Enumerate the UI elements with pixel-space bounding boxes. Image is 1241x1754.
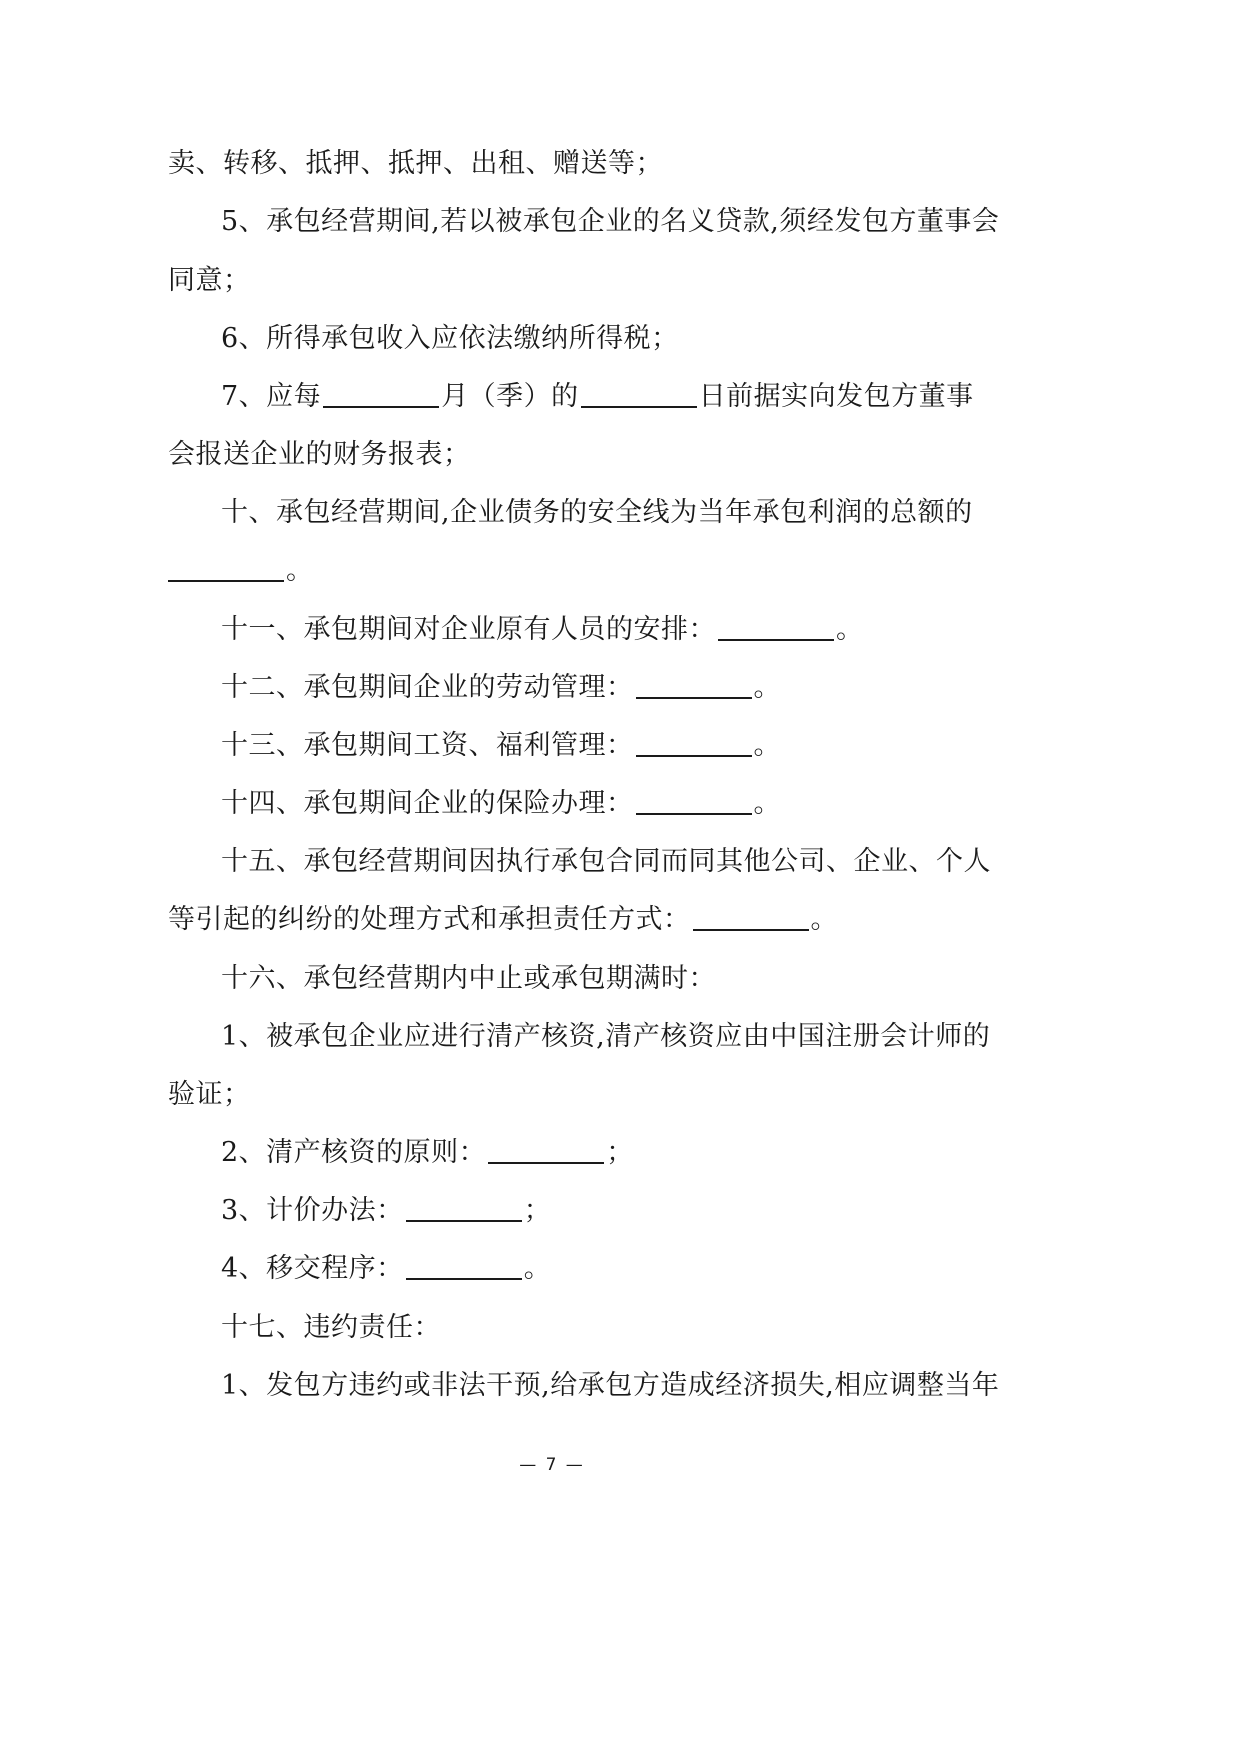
paragraph-text: 。 [753,788,781,819]
paragraph-text: 十一、承包期间对企业原有人员的安排： [221,614,716,645]
fill-in-blank[interactable] [168,556,284,582]
paragraph-line [221,729,781,763]
fill-in-blank[interactable] [636,789,752,815]
paragraph-text: 。 [753,730,781,761]
paragraph-text: 3、计价办法： [221,1195,404,1226]
paragraph-line: 1、发包方违约或非法干预,给承包方造成经济损失,相应调整当年 [221,1370,1000,1401]
paragraph-text: 十三、承包期间工资、福利管理： [221,730,634,761]
fill-in-blank[interactable] [406,1254,522,1280]
paragraph-line [221,1252,551,1286]
paragraph-text: 十四、承包期间企业的保险办理： [221,788,634,819]
fill-in-blank[interactable] [693,905,809,931]
paragraph-text: 等引起的纠纷的处理方式和承担责任方式： [168,904,691,935]
fill-in-blank[interactable] [581,382,697,408]
paragraph-text: 2、清产核资的原则： [221,1137,487,1168]
paragraph-line: 1、被承包企业应进行清产核资,清产核资应由中国注册会计师的 [221,1021,991,1052]
paragraph-line: 十六、承包经营期内中止或承包期满时： [221,963,716,994]
paragraph-line: 验证； [168,1079,251,1110]
paragraph-line: 十七、违约责任： [221,1312,441,1343]
paragraph-line: 同意； [168,265,251,296]
paragraph-text: 。 [836,614,864,645]
paragraph-line [168,903,838,937]
fill-in-blank[interactable] [488,1138,604,1164]
paragraph-line: 6、所得承包收入应依法缴纳所得税； [221,323,679,354]
page-number: — 7 — [519,1455,585,1475]
fill-in-blank[interactable] [406,1196,522,1222]
paragraph-line [221,671,781,705]
paragraph-text: 。 [753,672,781,703]
paragraph-text: 月（季）的 [441,381,579,412]
paragraph-text: 日前据实向发包方董事 [698,381,974,412]
paragraph-text: 。 [286,555,314,586]
paragraph-line: 卖、转移、抵押、抵押、出租、赠送等； [168,148,663,179]
paragraph-text: ； [523,1195,552,1226]
fill-in-blank[interactable] [718,615,834,641]
paragraph-line: 十五、承包经营期间因执行承包合同而同其他公司、企业、个人 [221,846,991,877]
paragraph-line [221,380,974,414]
paragraph-text: 。 [810,904,838,935]
fill-in-blank[interactable] [323,382,439,408]
paragraph-line [221,787,781,821]
paragraph-line: 会报送企业的财务报表； [168,439,471,470]
paragraph-text: 。 [523,1253,552,1284]
paragraph-text: 4、移交程序： [221,1253,404,1284]
fill-in-blank[interactable] [636,731,752,757]
paragraph-text: ； [606,1137,634,1168]
paragraph-line: 5、承包经营期间,若以被承包企业的名义贷款,须经发包方董事会 [221,206,1000,237]
paragraph-line [221,1194,551,1228]
paragraph-line: 十、承包经营期间,企业债务的安全线为当年承包利润的总额的 [221,497,973,528]
paragraph-line [221,1136,634,1170]
paragraph-line [168,554,314,588]
paragraph-text: 7、应每 [221,381,322,412]
paragraph-line [221,613,864,647]
fill-in-blank[interactable] [636,673,752,699]
paragraph-text: 十二、承包期间企业的劳动管理： [221,672,634,703]
